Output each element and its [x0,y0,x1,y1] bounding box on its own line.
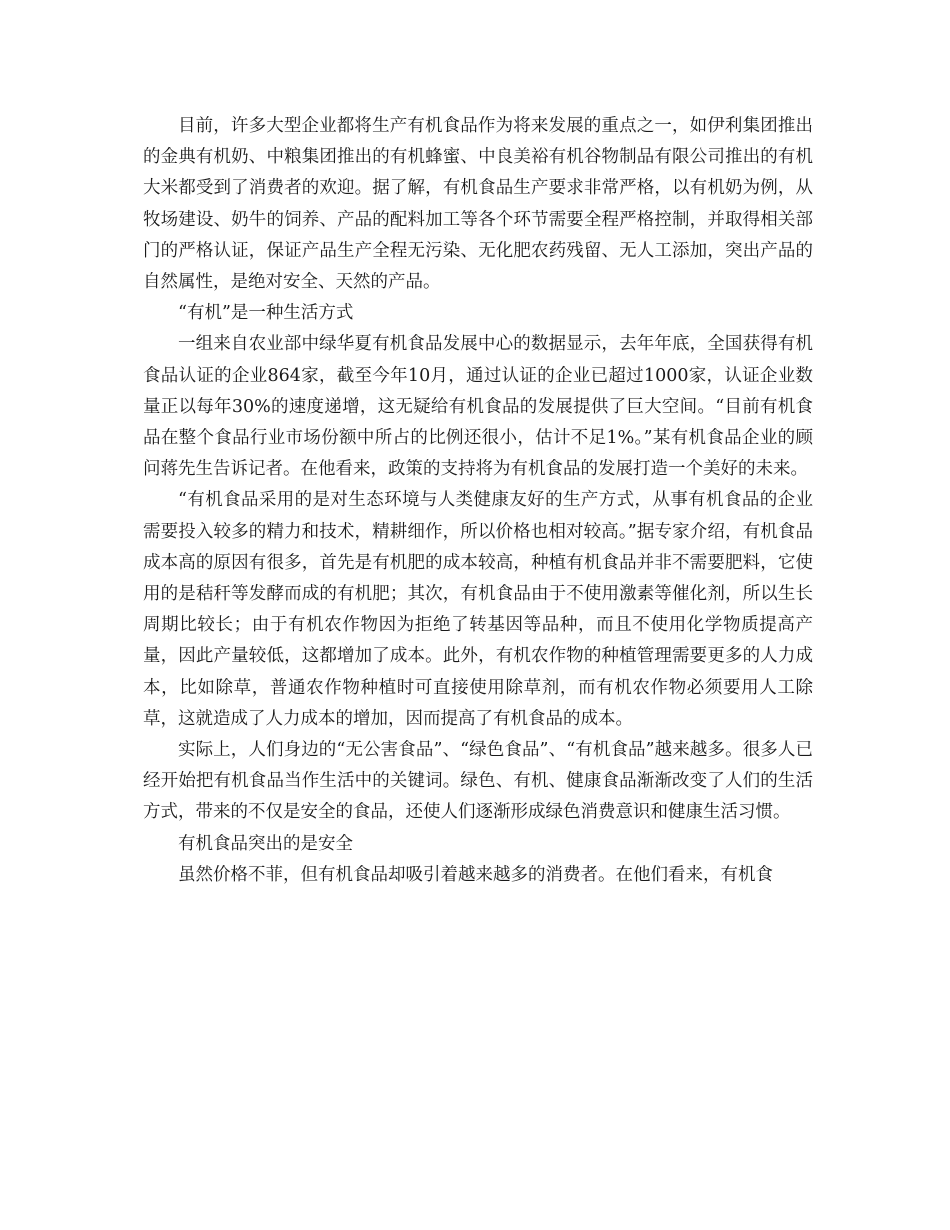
section-heading-lifestyle: “有机”是一种生活方式 [178,303,354,324]
paragraph-green-consumption: 实际上，人们身边的“无公害食品”、“绿色食品”、“有机食品”越来越多。很多人已经开始把有机食品当作生活中的关键词。绿色、有机、健康食品渐渐改变了人们的生活方式，带来的不仅是安全的食品，还使人们逐渐形成绿色消费意识和健康生活习惯。 [143,740,813,823]
paragraph-certification-data: 一组来自农业部中绿华夏有机食品发展中心的数据显示，去年年底，全国获得有机食品认证的企业864家，截至今年10月，通过认证的企业已超过1000家，认证企业数量正以每年30%的速度递增，这无疑给有机食品的发展提供了巨大空间。“目前有机食品在整个食品行业市场份额中所占的比例还很小，估计不足1%。”某有机食品企业的顾问蒋先生告诉记者。在他看来，政策的支持将为有机食品的发展打造一个美好的未来。 [143,334,813,480]
article-body [143,111,813,891]
paragraph-organic-enterprises: 目前，许多大型企业都将生产有机食品作为将来发展的重点之一，如伊利集团推出的金典有机奶、中粮集团推出的有机蜂蜜、中良美裕有机谷物制品有限公司推出的有机大米都受到了消费者的欢迎。据了解，有机食品生产要求非常严格，以有机奶为例，从牧场建设、奶牛的饲养、产品的配料加工等各个环节需要全程严格控制，并取得相关部门的严格认证，保证产品生产全程无污染、无化肥农药残留、无人工添加，突出产品的自然属性，是绝对安全、天然的产品。 [143,116,813,293]
paragraph-consumers-attracted: 虽然价格不菲，但有机食品却吸引着越来越多的消费者。在他们看来，有机食 [178,864,773,885]
section-heading-safety: 有机食品突出的是安全 [178,833,353,854]
paragraph-cost-reasons: “有机食品采用的是对生态环境与人类健康友好的生产方式，从事有机食品的企业需要投入较多的精力和技术，精耕细作，所以价格也相对较高。”据专家介绍，有机食品成本高的原因有很多，首先是有机肥的成本较高，种植有机食品并非不需要肥料，它使用的是秸秆等发酵而成的有机肥；其次，有机食品由于不使用激素等催化剂，所以生长周期比较长；由于有机农作物因为拒绝了转基因等品种，而且不使用化学物质提高产量，因此产量较低，这都增加了成本。此外，有机农作物的种植管理需要更多的人力成本，比如除草，普通农作物种植时可直接使用除草剂，而有机农作物必须要用人工除草，这就造成了人力成本的增加，因而提高了有机食品的成本。 [143,490,813,729]
